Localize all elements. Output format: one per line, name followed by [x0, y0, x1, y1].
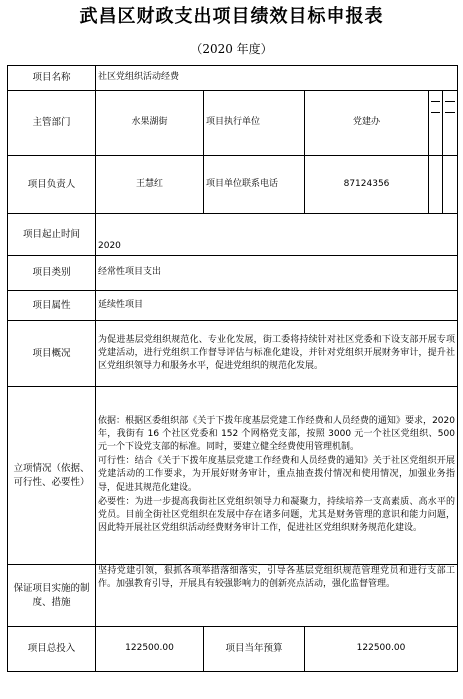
category-value: 经常性项目支出 [96, 256, 458, 291]
row-overview [8, 321, 458, 387]
department-value: 水果湖街 [96, 91, 204, 156]
measures-label: 保证项目实施的制度、措施 [8, 565, 96, 627]
row-basis [8, 387, 458, 565]
necessity-paragraph: 必要性：为进一步提高我街社区党组织领导力和凝聚力，持续培养一支高素质、高水平的党员。目前全街社区党组织在发展中存在诸多问题，尤其是财务管理的意识和能力问题，因此特开展社区党组织活动经费财务审计工作，促进社区党组织财务规范化建设。 [98, 496, 455, 533]
contact-value: 87124356 [305, 156, 429, 214]
budget-label: 项目当年预算 [204, 627, 305, 672]
exec-unit-label: 项目执行单位 [204, 91, 305, 156]
project-name-value: 社区党组织活动经费 [96, 66, 458, 91]
investment-label: 项目总投入 [8, 627, 96, 672]
overview-label: 项目概况 [8, 321, 96, 387]
blank-cell-c [429, 156, 443, 214]
contact-label: 项目单位联系电话 [204, 156, 305, 214]
period-value: 2020 [96, 214, 458, 256]
row-category [8, 256, 458, 291]
row-owner [8, 156, 458, 214]
blank-cell-b [443, 91, 458, 156]
exec-unit-value: 党建办 [305, 91, 429, 156]
feasibility-paragraph: 可行性：结合《关于下拨年度基层党建工作经费和人员经费的通知》关于社区党组织开展党建活动的工作要求，为开展好财务审计，重点抽查拨付情况和使用情况，加强业务指导，促进其规范化建设。 [98, 456, 455, 493]
overview-value: 为促进基层党组织规范化、专业化发展，街工委将持续针对社区党委和下设支部开展专项党建活动，进行党组织工作督导评估与标准化建设，并针对党组织开展财务审计，提升社区党组织领导力和服务水平，促进党组织的规范化发展。 [96, 321, 458, 387]
period-label: 项目起止时间 [8, 214, 96, 256]
attribute-label: 项目属性 [8, 291, 96, 321]
owner-label: 项目负责人 [8, 156, 96, 214]
row-investment [8, 627, 458, 672]
basis-value [96, 387, 458, 565]
blank-cell-d [443, 156, 458, 214]
basis-paragraph: 依据：根据区委组织部《关于下拨年度基层党建工作经费和人员经费的通知》要求，2020 年，我街有 16 个社区党委和 152 个网格党支部，按照 3000 元一个社区党组织、500 元一个下设党支部的标准。同时，要建立健全经费使用管理机制。 [98, 416, 455, 453]
row-department [8, 91, 458, 156]
category-label: 项目类别 [8, 256, 96, 291]
row-attribute [8, 291, 458, 321]
row-period [8, 214, 458, 256]
performance-target-table [7, 65, 458, 672]
attribute-value: 延续性项目 [96, 291, 458, 321]
department-label: 主管部门 [8, 91, 96, 156]
blank-cell-a [429, 91, 443, 156]
form-title: 武昌区财政支出项目绩效目标申报表 [79, 6, 384, 27]
measures-value: 坚持党建引领，狠抓各项举措落细落实，引导各基层党组织规范管理党员和进行支部工作。加强教育引导，开展具有较强影响力的创新亮点活动，强化监督管理。 [96, 565, 458, 627]
row-project-name [8, 66, 458, 91]
budget-value: 122500.00 [305, 627, 458, 672]
investment-value: 122500.00 [96, 627, 204, 672]
project-name-label: 项目名称 [8, 66, 96, 91]
basis-label: 立项情况（依据、可行性、必要性） [8, 387, 96, 565]
owner-value: 王慧红 [96, 156, 204, 214]
form-year: （2020 年度） [190, 42, 273, 56]
row-measures [8, 565, 458, 627]
